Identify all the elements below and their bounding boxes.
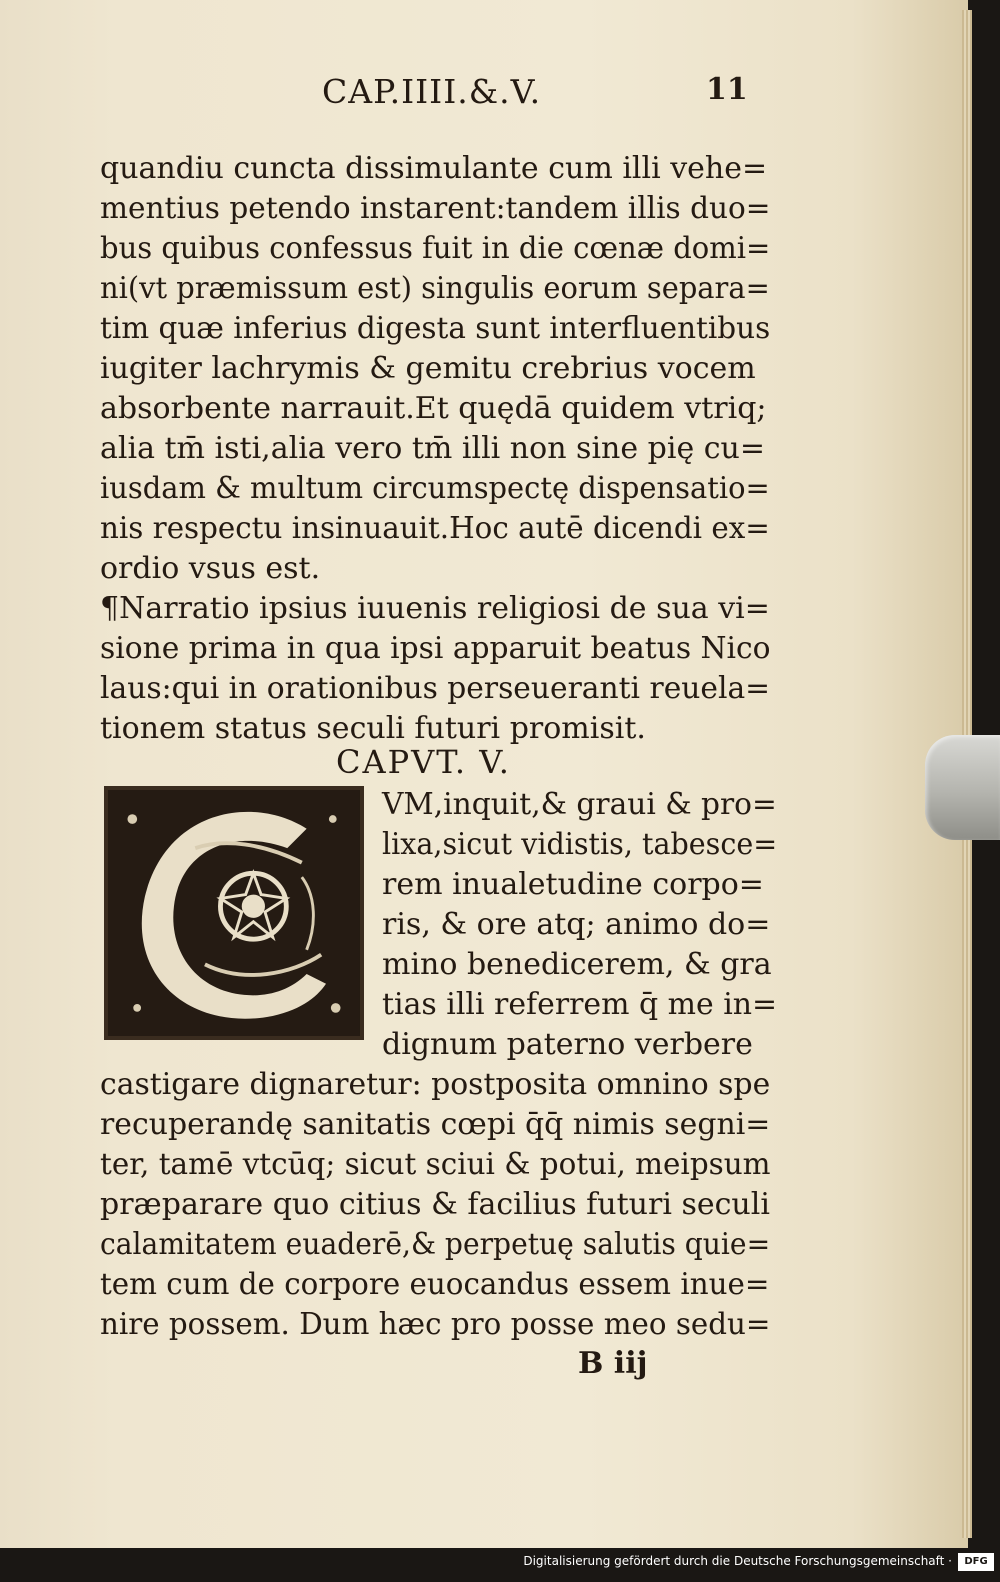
signature-mark: B iij [578, 1346, 648, 1381]
text-line: ni(vt præmissum est) singulis eorum separa= [100, 271, 770, 306]
text-line: dignum paterno verbere [382, 1027, 753, 1062]
text-line: VM,inquit,& graui & pro= [382, 787, 777, 822]
text-line: rem inualetudine corpo= [382, 867, 764, 902]
text-line: calamitatem euaderē,& perpetuę salutis quie= [100, 1227, 771, 1262]
rubric-line: sione prima in qua ipsi apparuit beatus Nico [100, 631, 771, 666]
running-head: CAP.IIII.&.V. [322, 72, 542, 111]
text-line: præparare quo citius & facilius futuri seculi [100, 1187, 770, 1222]
rubric-line: ¶Narratio ipsius iuuenis religiosi de sua vi= [100, 591, 770, 626]
folio-number: 11 [706, 72, 748, 107]
text-line: lixa,sicut vidistis, tabesce= [382, 827, 778, 862]
text-line: castigare dignaretur: postposita omnino spe [100, 1067, 771, 1102]
text-line: iugiter lachrymis & gemitu crebrius vocem [100, 351, 756, 386]
text-line: nis respectu insinuauit.Hoc autē dicendi ex= [100, 511, 770, 546]
text-line: ter, tamē vtcūq; sicut sciui & potui, meipsum [100, 1147, 771, 1182]
text-line: tim quæ inferius digesta sunt interfluentibus [100, 311, 771, 346]
text-line: iusdam & multum circumspectę dispensatio= [100, 471, 770, 506]
footer-credit: Digitalisierung gefördert durch die Deutsche Forschungsgemeinschaft · [523, 1554, 952, 1568]
chapter-heading: CAPVT. V. [336, 743, 511, 781]
rubric-line: tionem status seculi futuri promisit. [100, 711, 646, 746]
text-line: mentius petendo instarent:tandem illis duo= [100, 191, 771, 226]
text-line: tem cum de corpore euocandus essem inue= [100, 1267, 770, 1302]
text-line: quandiu cuncta dissimulante cum illi vehe= [100, 151, 768, 186]
text-line: mino benedicerem, & gra [382, 947, 772, 982]
rubric-line: laus:qui in orationibus perseueranti reuela= [100, 671, 771, 706]
book-clasp [925, 735, 1000, 840]
dfg-logo-icon: DFG [958, 1553, 994, 1571]
text-line: ordio vsus est. [100, 551, 321, 586]
text-line: nire possem. Dum hæc pro posse meo sedu= [100, 1307, 771, 1342]
text-line: absorbente narrauit.Et quędā quidem vtriq; [100, 391, 767, 426]
text-line: ris, & ore atq; animo do= [382, 907, 771, 942]
text-line: recuperandę sanitatis cœpi q̄q̄ nimis segni= [100, 1107, 771, 1142]
text-line: bus quibus confessus fuit in die cœnæ domi= [100, 231, 771, 266]
text-line: tias illi referrem q̄ me in= [382, 987, 778, 1022]
text-line: alia tm̄ isti,alia vero tm̄ illi non sine pię cu= [100, 431, 765, 466]
decorated-initial-c-icon [104, 786, 364, 1040]
